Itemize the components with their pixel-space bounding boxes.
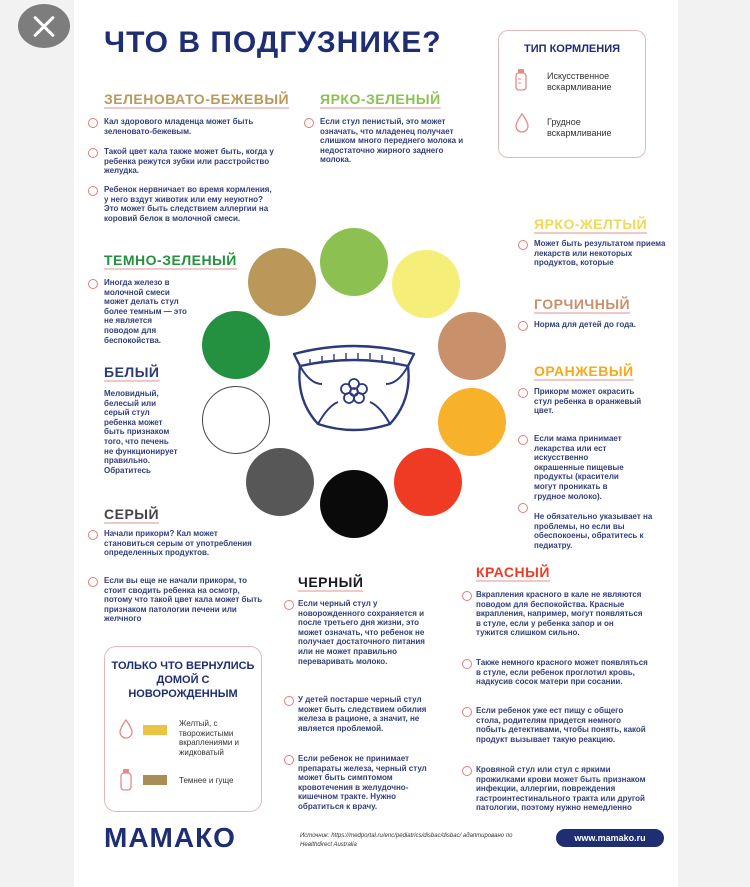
- white-text: Меловидный, белесый или серый стул ребенка может быть признаком того, что печень не функционирует правильно. Обратитесь: [104, 389, 178, 475]
- black-text-2: У детей постарше черный стул может быть следствием обилия железа в рационе, а значит, не является проблемой.: [298, 695, 427, 733]
- heading-bright-green: ЯРКО-ЗЕЛЕНЫЙ: [320, 91, 441, 107]
- drop-icon: [518, 388, 528, 398]
- black-text-3: Если ребенок не принимает препараты железа, черный стул может быть симптомом кровотечения в желудочно-кишечном тракте. Нужно обратиться к врачу.: [298, 754, 427, 811]
- drop-icon: [518, 503, 528, 513]
- drop-icon: [518, 321, 528, 331]
- drop-icon: [462, 591, 472, 601]
- drop-icon: [88, 118, 98, 128]
- drop-icon: [304, 118, 314, 128]
- orange-text-3: Не обязательно указывает на проблемы, но если вы обеспокоены, обратитесь к педиатру.: [534, 512, 653, 550]
- drop-icon: [462, 766, 472, 776]
- swatch-brown: [143, 775, 167, 785]
- color-circle-bright-green: [320, 228, 388, 296]
- heading-dark-green: ТЕМНО-ЗЕЛЕНЫЙ: [104, 252, 237, 268]
- color-circle-mustard: [438, 312, 506, 380]
- heading-orange: ОРАНЖЕВЫЙ: [534, 363, 634, 379]
- drop-icon: [518, 435, 528, 445]
- bottle-icon: [88, 279, 98, 289]
- swatch-yellow: [143, 725, 167, 735]
- drop-icon: [88, 530, 98, 540]
- flower-icon: [341, 379, 367, 403]
- gray-text-2: Если вы еще не начали прикорм, то стоит сводить ребенка на осмотр, потому что такой цвет кала может быть признаком патологии печени или желчного: [104, 576, 263, 624]
- drop-icon: [284, 600, 294, 610]
- color-circle-greenish-beige: [248, 248, 316, 316]
- drop-icon: [518, 240, 528, 250]
- diaper-icon: [288, 340, 420, 440]
- heading-greenish-beige: ЗЕЛЕНОВАТО-БЕЖЕВЫЙ: [104, 91, 290, 107]
- drop-icon: [515, 113, 529, 133]
- bright-yellow-text: Может быть результатом приема лекарств или некоторых продуктов, которые: [534, 239, 666, 268]
- mamako-logo: МАМАКО: [104, 822, 236, 853]
- bright-green-text: Если стул пенистый, это может означать, что младенец получает слишком много переднего молока и недостаточно жирного заднего молока.: [320, 117, 464, 165]
- newborn-box: [104, 646, 262, 812]
- greenish-beige-text-2: Такой цвет кала также может быть, когда у ребенка режутся зубки или расстройство желудка.: [104, 147, 274, 176]
- bottle-icon: [515, 69, 527, 91]
- source-note: Источник: https://medportal.ru/enc/pediatrics/disbac/disbac/ адаптировано по Healthdirect Australia: [300, 833, 513, 848]
- drop-icon: [462, 659, 472, 669]
- newborn-breast-text: Желтый, с творожистыми вкраплениями и жидковатый: [179, 719, 239, 757]
- page-title: ЧТО В ПОДГУЗНИКЕ?: [104, 26, 442, 59]
- color-circle-dark-green: [202, 311, 270, 379]
- drop-icon: [88, 577, 98, 587]
- heading-red: КРАСНЫЙ: [476, 564, 550, 580]
- red-text-2: Также немного красного может появляться в стуле, если ребенок проглотил кровь, надкусив сосок матери при сосании.: [476, 658, 648, 687]
- black-text-1: Если черный стул у новорожденного сохраняется и после третьего дня жизни, это может означать, что ребенок не получает достаточного питания или не может правильно переваривать молоко.: [298, 599, 425, 666]
- legend-breast-label: Грудное вскармливание: [547, 117, 612, 138]
- greenish-beige-text-3: Ребенок нервничает во время кормления, у него вздут животик или ему неуютно? Это может быть следствием аллергии на коровий белок в молочной смеси.: [104, 185, 272, 223]
- red-text-1: Вкрапления красного в кале не являются поводом для беспокойства. Красные вкрапления, например, могут появляться в стуле, если у ребенка запор и он тужится слишком сильно.: [476, 590, 643, 638]
- mustard-text: Норма для детей до года.: [534, 320, 636, 329]
- orange-text-2: Если мама принимает лекарства или ест искусственно окрашенные пищевые продукты (красители могут проникать в грудное молоко).: [534, 434, 624, 501]
- drop-icon: [88, 148, 98, 158]
- dark-green-text: Иногда железо в молочной смеси может делать стул более темным — это не является поводом для беспокойства.: [104, 278, 187, 345]
- heading-mustard: ГОРЧИЧНЫЙ: [534, 296, 631, 312]
- drop-icon: [284, 696, 294, 706]
- heading-bright-yellow: ЯРКО-ЖЕЛТЫЙ: [534, 216, 648, 232]
- color-circle-bright-yellow: [392, 250, 460, 318]
- legend-formula-label: Искусственное вскармливание: [547, 71, 612, 92]
- color-circle-white: [202, 386, 270, 454]
- feeding-type-legend: [498, 30, 646, 158]
- heading-white: БЕЛЫЙ: [104, 364, 160, 380]
- greenish-beige-text-1: Кал здорового младенца может быть зеленовато-бежевым.: [104, 117, 254, 136]
- newborn-formula-text: Темнее и гуще: [179, 776, 234, 785]
- color-circle-orange: [438, 388, 506, 456]
- bottle-icon: [88, 186, 98, 196]
- close-icon[interactable]: [18, 4, 70, 48]
- drop-icon: [119, 719, 133, 739]
- heading-gray: СЕРЫЙ: [104, 506, 160, 522]
- red-text-3: Если ребенок уже ест пищу с общего стола, родителям придется немного побыть детективами, чтобы понять, какой продукт вызывает такую реакцию.: [476, 706, 646, 744]
- feeding-type-title: ТИП КОРМЛЕНИЯ: [523, 43, 621, 55]
- website-badge[interactable]: www.mamako.ru: [556, 829, 664, 847]
- drop-icon: [462, 707, 472, 717]
- orange-text-1: Прикорм может окрасить стул ребенка в оранжевый цвет.: [534, 387, 642, 416]
- newborn-title: ТОЛЬКО ЧТО ВЕРНУЛИСЬ ДОМОЙ С НОВОРОЖДЕННЫМ: [111, 660, 255, 700]
- color-circle-gray: [246, 448, 314, 516]
- color-circle-red: [394, 448, 462, 516]
- gray-text-1: Начали прикорм? Кал может становиться серым от употребления определенных продуктов.: [104, 529, 252, 558]
- bottle-icon: [120, 769, 132, 791]
- drop-icon: [284, 755, 294, 765]
- red-text-4: Кровяной стул или стул с яркими прожилками крови может быть признаком инфекции, аллергии, повреждения гастроинтестинального тракта или другой патологии, поэтому нужно немедленно: [476, 765, 646, 813]
- color-circle-black: [320, 470, 388, 538]
- heading-black: ЧЕРНЫЙ: [298, 574, 364, 590]
